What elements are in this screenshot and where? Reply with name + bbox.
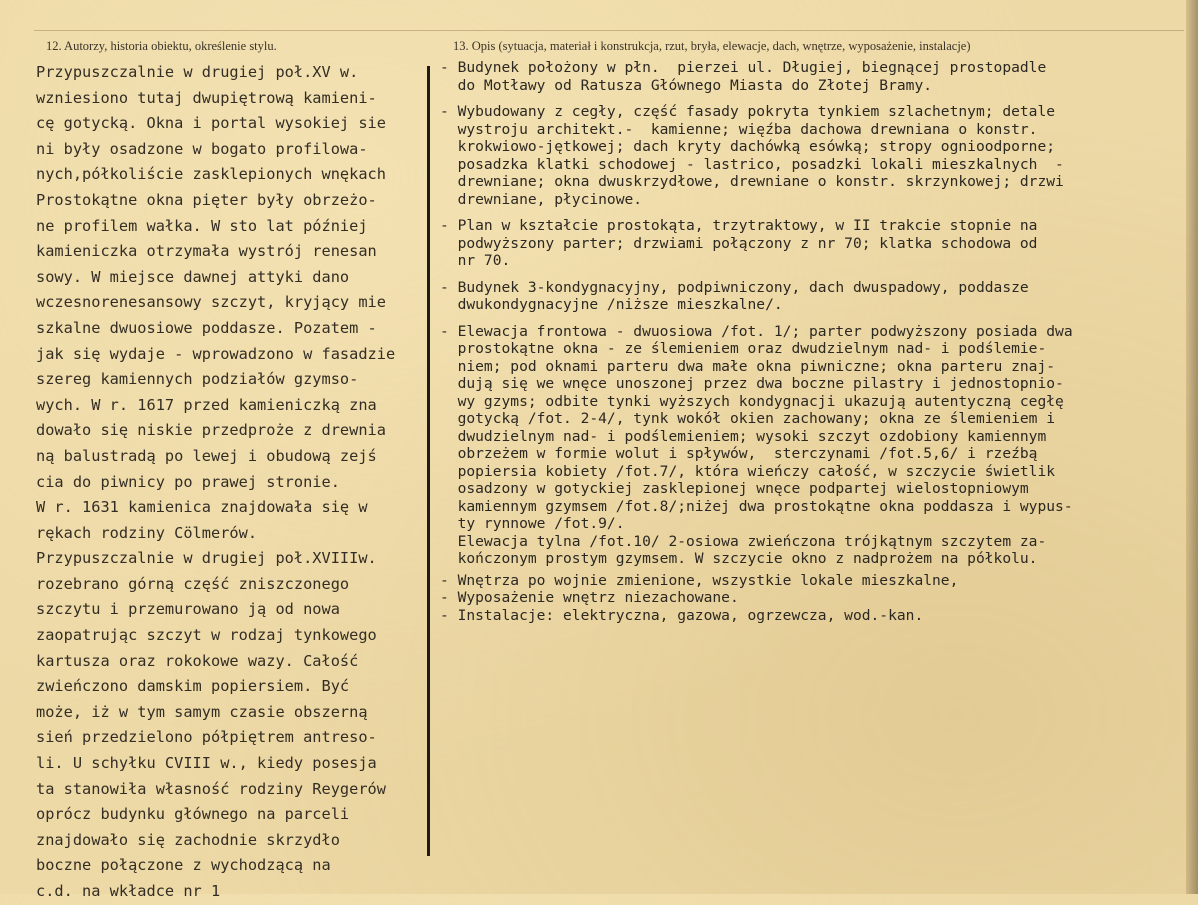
description-line: Elewacja tylna /fot.10/ 2-osiowa zwieńczona trójkątnym szczytem za- [440, 532, 1047, 550]
history-line: szereg kamiennych podziałów gzymso- [36, 370, 359, 389]
history-line: kartusza oraz rokokowe wazy. Całość [36, 651, 359, 670]
description-item [440, 279, 1180, 314]
paragraph-gap [440, 270, 1180, 279]
description-line: - Instalacje: elektryczna, gazowa, ogrzewcza, wod.-kan. [440, 606, 924, 624]
description-item [440, 103, 1180, 208]
history-line: ta stanowiła własność rodziny Reygerów [36, 779, 386, 798]
description-item [440, 217, 1180, 270]
paragraph-gap [440, 208, 1180, 217]
description-line: wy gzyms; odbite tynki wyższych kondygnacji ukazują autentyczną cegłę [440, 392, 1064, 410]
history-line: może, iż w tym samym czasie obszerną [36, 702, 368, 721]
description-line: obrzeżem w formie wolut i spływów, sterczynami /fot.5,6/ i rzeźbą [440, 445, 1038, 462]
paragraph-gap [440, 314, 1180, 323]
description-line: gotycką /fot. 2-4/, tynk wokół okien zachowany; okna ze ślemieniem i [440, 410, 1056, 427]
history-line: ną balustradą po lewej i obudową zejś [36, 446, 377, 465]
description-line: dują się we wnęce unoszonej przez dwa boczne pilastry i jednostopnio- [440, 375, 1064, 392]
description-line: - Wybudowany z cegły, część fasady pokryta tynkiem szlachetnym; detale [440, 103, 1056, 120]
description-line: prostokątne okna - ze ślemieniem oraz dwudzielnym nad- i podślemie- [440, 340, 1047, 357]
description-line: kończonym prostym gzymsem. W szczycie okno z nadprożem na półkolu. [440, 550, 1038, 567]
history-line: Prostokątne okna pięter były obrzeżo- [36, 190, 377, 209]
page-edge-shadow [1186, 0, 1198, 894]
history-line: jak się wydaje - wprowadzono w fasadzie [36, 344, 396, 363]
section-12-header: 12. Autorzy, historia obiektu, określenie stylu. [46, 39, 277, 53]
history-line: cia do piwnicy po prawej stronie. [36, 472, 340, 491]
history-line: szczytu i przemurowano ją od nowa [36, 600, 340, 619]
form-top-rule [34, 30, 1184, 31]
history-line: szkalne dwuosiowe poddasze. Pozatem - [36, 318, 377, 337]
description-line: - Wnętrza po wojnie zmienione, wszystkie lokale mieszkalne, [440, 571, 959, 589]
description-item [440, 572, 1180, 625]
description-line: - Plan w kształcie prostokąta, trzytraktowy, w II trakcie stopnie na [440, 217, 1038, 234]
history-line: znajdowało się zachodnie skrzydło [36, 830, 340, 849]
description-line: podwyższony parter; drzwiami połączony z nr 70; klatka schodowa od [440, 234, 1038, 252]
description-line: posadzka klatki schodowej - lastrico, posadzki lokali mieszkalnych - [440, 155, 1064, 173]
description-line: popiersia kobiety /fot.7/, która wieńczy całość, w szczycie świetlik [440, 462, 1056, 480]
description-line: kamiennym gzymsem /fot.8/;niżej dwa prostokątne okna poddasza i wypus- [440, 497, 1073, 515]
description-line: dwukondygnacyjne /niższe mieszkalne/. [440, 296, 783, 313]
history-line: oprócz budynku głównego na parceli [36, 805, 350, 824]
history-line: sień przedzielono półpiętrem antreso- [36, 728, 377, 747]
history-line: cę gotycką. Okna i portal wysokiej sie [36, 114, 386, 133]
description-text-column [440, 59, 1180, 624]
history-line: W r. 1631 kamienica znajdowała się w [36, 498, 368, 517]
description-line: - Wyposażenie wnętrz niezachowane. [440, 589, 739, 606]
history-line: Przypuszczalnie w drugiej poł.XV w. [36, 63, 359, 81]
history-line: wzniesiono tutaj dwupiętrową kamieni- [36, 88, 377, 107]
description-line: nr 70. [440, 252, 511, 269]
history-line: li. U schyłku CVIII w., kiedy posesja [36, 754, 377, 773]
history-line: c.d. na wkładce nr 1 [36, 882, 221, 900]
history-text-column [36, 60, 428, 905]
description-line: - Elewacja frontowa - dwuosiowa /fot. 1/; parter podwyższony posiada dwa [440, 322, 1073, 340]
history-line: zwieńczono damskim popiersiem. Być [36, 677, 350, 696]
history-line: zaopatrując szczyt w rodzaj tynkowego [36, 626, 377, 645]
history-line: boczne połączone z wychodzącą na [36, 856, 331, 875]
history-line: Przypuszczalnie w drugiej poł.XVIIIw. [36, 549, 377, 568]
description-line: krokwiowo-jętkowej; dach kryty dachówką esówką; stropy ognioodporne; [440, 138, 1056, 155]
history-line: nych,półkoliście zasklepionych wnękach [36, 165, 386, 184]
description-item [440, 323, 1180, 568]
description-line: dwudzielnym nad- i podślemieniem; wysoki szczyt ozdobiony kamiennym [440, 427, 1047, 445]
history-line: kamieniczka otrzymała wystrój renesan [36, 242, 377, 261]
history-line: wych. W r. 1617 przed kamieniczką zna [36, 395, 377, 414]
history-line: ne profilem wałka. W sto lat później [36, 216, 368, 235]
history-line: wczesnorenesansowy szczyt, kryjący mie [36, 293, 386, 312]
section-13-header: 13. Opis (sytuacja, materiał i konstrukcja, rzut, bryła, elewacje, dach, wnętrze, wyposażenie, instalacje) [453, 39, 971, 53]
description-line: wystroju architekt.- kamienne; więźba dachowa drewniana o konstr. [440, 120, 1038, 138]
history-line: rozebrano górną część zniszczonego [36, 574, 350, 593]
description-line: niem; pod oknami parteru dwa małe okna piwniczne; okna parteru znaj- [440, 357, 1056, 375]
paragraph-gap [440, 94, 1180, 103]
history-line: sowy. W miejsce dawnej attyki dano [36, 267, 350, 286]
description-line: - Budynek 3-kondygnacyjny, podpiwniczony, dach dwuspadowy, poddasze [440, 278, 1029, 296]
history-line: dowało się niskie przedproże z drewnia [36, 421, 386, 440]
description-line: drewniane; okna dwuskrzydłowe, drewniane o konstr. skrzynkowej; drzwi [440, 173, 1064, 190]
description-line: ty rynnowe /fot.9/. [440, 515, 625, 532]
history-line: rękach rodziny Cölmerów. [36, 523, 258, 542]
description-line: - Budynek położony w płn. pierzei ul. Długiej, biegnącej prostopadle [440, 59, 1047, 76]
description-line: do Motławy od Ratusza Głównego Miasta do Złotej Bramy. [440, 76, 933, 94]
description-line: drewniane, płycinowe. [440, 190, 643, 208]
history-line: ni były osadzone w bogato profilowa- [36, 139, 368, 158]
description-item [440, 59, 1180, 94]
description-line: osadzony w gotyckiej zasklepionej wnęce podpartej wielostopniowym [440, 480, 1029, 497]
